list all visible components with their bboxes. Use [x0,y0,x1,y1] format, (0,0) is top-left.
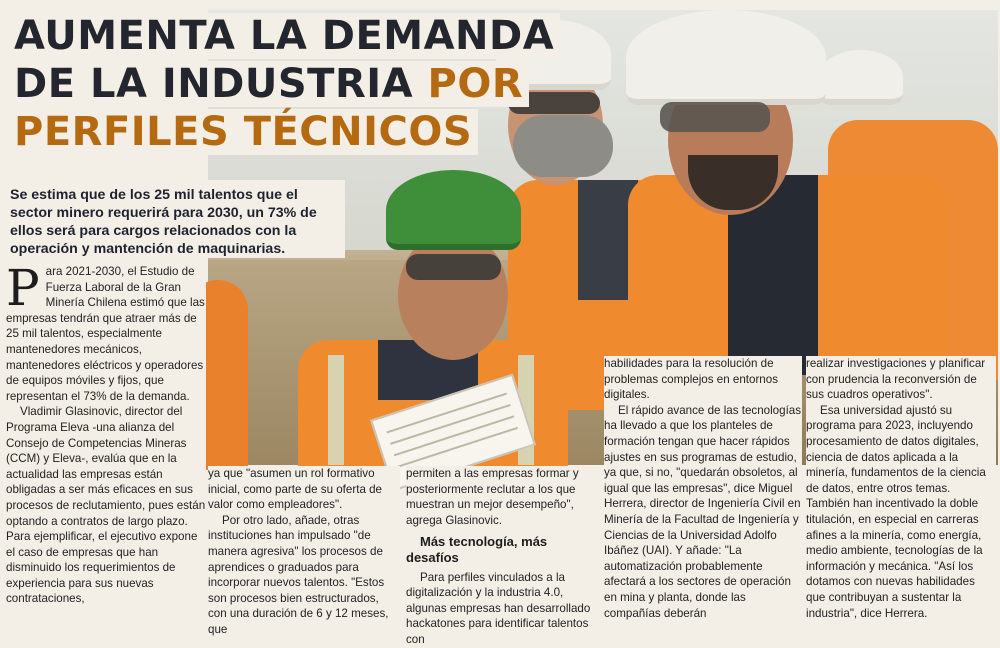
col3-paragraph-2: Para perfiles vinculados a la digitalización y la industria 4.0, algunas empresas han desarrollado hackatones para identificar talentos con [406,570,591,646]
section-subhead: Más tecnología, más desafíos [406,534,548,565]
article-column-1 [6,259,206,634]
article-column-3 [406,466,598,646]
headline-line-2: DE LA INDUSTRIA [14,61,428,107]
col5-paragraph-1: realizar investigaciones y planificar con prudencia la reconversión de sus cuadros operativos". [806,357,986,402]
col1-paragraph-1: ara 2021-2030, el Estudio de Fuerza Laboral de la Gran Minería Chilena estimó que las empresas tendrán que atraer más de 25 mil talentos, especialmente mantenedores mecánicos, mantenedores eléctricos y operadores de equipos móviles y fijos, que representan el 73% de la demanda. [6,265,205,403]
article-column-2 [208,466,400,634]
white-helmet-far [818,50,903,105]
lead-paragraph [0,180,345,258]
lead-text: Se estima que de los 25 mil talentos que el sector minero requerirá para 2030, un 73% de ellos será para cargos relacionados con la operación y mantención de maquinarias. [10,187,317,257]
col5-paragraph-2: Esa universidad ajustó su programa para 2023, incluyendo procesamiento de datos digitales, ciencia de datos aplicada a la minería, fundamentos de la ciencia de datos, entre otros temas. También han incentivado la doble titulación, en especial en carreras afines a la minería, como energía, medio ambiente, tecnologías de la información y mecánica. "Así los dotamos con nuevas habilidades que contribuyan a sustentar la industria", dice Herrera. [806,403,986,620]
green-helmet [386,170,521,250]
dropcap: P [6,259,40,317]
headline [10,12,560,156]
article-column-5 [806,356,996,634]
col4-paragraph-1: habilidades para la resolución de problemas complejos en entornos digitales. [604,357,779,402]
headline-line-1: AUMENTA LA DEMANDA [10,13,560,59]
vest-stripe-left [328,355,344,465]
col2-paragraph-2: Por otro lado, añade, otras instituciones han impulsado "de manera agresiva" los procesos de aprendices o graduados para incorporar nuevos talentos. "Estos son procesos bien estructurados, con una duración de 6 y 12 meses, que [208,513,389,636]
col2-paragraph-1: ya que "asumen un rol formativo inicial, como parte de su oferta de valor como empleadores". [208,467,383,512]
goggles-front [660,102,770,132]
col1-paragraph-2: Vladimir Glasinovic, director del Programa Eleva -una alianza del Consejo de Competencias Mineras (CCM) y Eleva-, evalúa que en la actualidad las empresas están obligadas a ser más eficaces en sus procesos de reclutamiento, pues están optando a contratos de largo plazo. Para ejemplificar, el ejecutivo expone el caso de empresas que han disminuido los requerimientos de experiencia para sus nuevas contrataciones, [6,405,206,606]
headline-line-2-accent: POR [427,61,524,107]
goggles-green-worker [406,254,501,280]
col4-paragraph-2: El rápido avance de las tecnologías ha llevado a que los planteles de formación tengan que hacer rápidos ajustes en sus programas de estudio, ya que, si no, "quedarán obsoletos, al igual que las empresas", dice Miguel Herrera, director de Ingeniería Civil en Minería de la Facultad de Ingeniería y Ciencias de la Universidad Adolfo Ibáñez (UAI). Y añade: "La automatización probablemente afectará a los sectores de operación en mina y planta, donde las compañías deberán [604,403,802,620]
col3-paragraph-1: permiten a las empresas formar y posteriormente reclutar a los que muestran un mejor desempeño", agrega Glasinovic. [406,467,579,527]
white-helmet-front [626,10,826,105]
article-column-4 [604,356,802,634]
headline-line-3: PERFILES TÉCNICOS [10,109,478,155]
